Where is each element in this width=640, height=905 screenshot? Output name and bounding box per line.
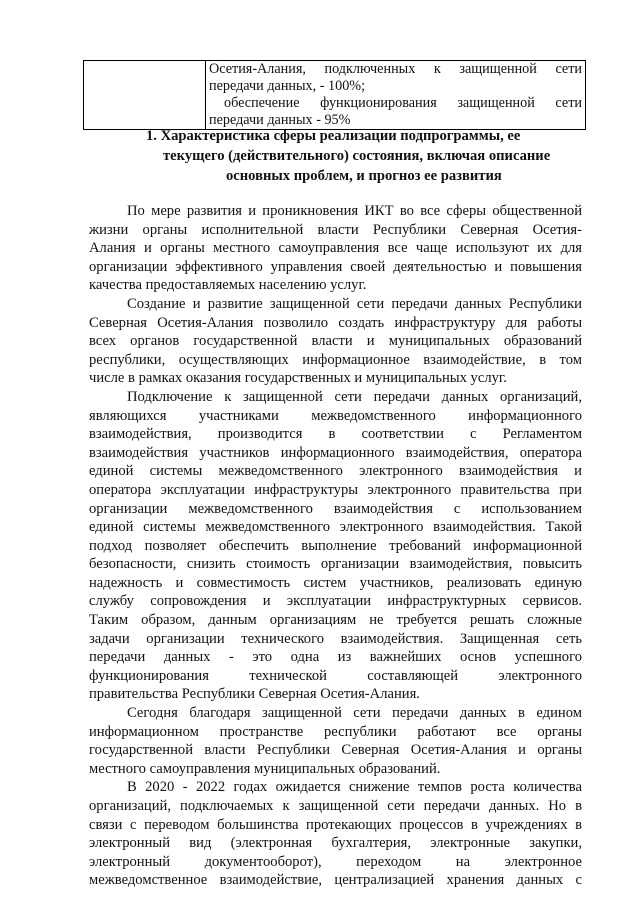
text-line: правительства Республики Северная Осетия-Алания.	[89, 686, 420, 703]
text-line: функционирования технической составляющей электронного	[89, 667, 582, 684]
text-line: единой системы межведомственного электронного взаимодействия. Такой	[89, 519, 582, 536]
text-line: безопасности, снизить стоимость организации взаимодействия, повысить	[89, 556, 582, 573]
table-empty-cell	[84, 61, 206, 130]
paragraph	[89, 388, 582, 704]
text-line: Сегодня благодаря защищенной сети передачи данных в едином	[127, 705, 582, 722]
goals-table-fragment	[83, 60, 586, 130]
text-line: службу сопровождения и эксплуатации инфраструктурных сервисов.	[89, 593, 582, 610]
table-row	[84, 61, 586, 130]
table-line: обеспечение функционирования защищенной сети	[224, 95, 582, 111]
text-line: жизни органы исполнительной власти Республики Северная Осетия-	[89, 221, 582, 238]
table-line: Осетия-Алания, подключенных к защищенной сети	[209, 61, 582, 77]
heading-line: основных проблем, и прогноз ее развития	[226, 168, 502, 184]
table-text-cell	[206, 61, 586, 130]
text-line: взаимодействия участников информационного взаимодействия, оператора	[89, 444, 582, 461]
text-line: связи с переводом большинства протекающих процессов в учреждениях в	[89, 816, 582, 833]
text-line: информационном пространстве республики работают все органы	[89, 723, 582, 740]
text-line: числе в рамках оказания государственных и муниципальных услуг.	[89, 370, 507, 387]
text-line: межведомственное взаимодействие, централизацией хранения данных с	[89, 872, 582, 889]
paragraph	[89, 202, 582, 295]
text-line: всех органов государственной власти и муниципальных образований	[89, 333, 582, 350]
table-line: передачи данных - 95%	[209, 112, 351, 128]
text-line: являющихся участниками межведомственного информационного	[89, 407, 582, 424]
text-line: Северная Осетия-Алания позволило создать инфраструктуру для работы	[89, 314, 582, 331]
section-heading	[120, 126, 560, 186]
text-line: передачи данных - это одна из важнейших основ успешного	[89, 649, 582, 666]
text-line: единой системы межведомственного электронного взаимодействия и	[89, 463, 582, 480]
text-line: Подключение к защищенной сети передачи данных организаций,	[127, 388, 582, 405]
paragraph	[89, 778, 582, 890]
text-line: государственной власти Республики Северная Осетия-Алания и органы	[89, 742, 582, 759]
paragraph	[89, 704, 582, 778]
text-line: В 2020 - 2022 годах ожидается снижение темпов роста количества	[127, 779, 582, 796]
text-line: подход позволяет обеспечить выполнение требований информационной	[89, 537, 582, 554]
text-line: организации межведомственного взаимодействия с использованием	[89, 500, 582, 517]
text-line: качества предоставляемых населению услуг.	[89, 277, 367, 294]
heading-line: текущего (действительного) состояния, включая описание	[163, 148, 551, 164]
heading-line: 1. Характеристика сферы реализации подпрограммы, ее	[146, 128, 521, 144]
text-line: местного самоуправления муниципальных образований.	[89, 760, 441, 777]
text-line: Алания и органы местного самоуправления все чаще используют их для	[89, 240, 582, 257]
text-line: электронный документооборот), переходом на электронное	[89, 853, 582, 870]
table-line: передачи данных, - 100%;	[209, 78, 366, 94]
text-line: электронный вид (электронная бухгалтерия, электронные закупки,	[89, 835, 582, 852]
text-line: организации эффективного управления своей деятельностью и повышения	[89, 258, 582, 275]
text-line: оператора эксплуатации инфраструктуры электронного правительства при	[89, 481, 582, 498]
text-line: надежность и совместимость систем участников, реализовать единую	[89, 574, 582, 591]
text-line: республики, осуществляющих информационное взаимодействие, в том	[89, 351, 582, 368]
text-line: взаимодействия, производится в соответствии с Регламентом	[89, 426, 582, 443]
text-line: задачи организации технического взаимодействия. Защищенная сеть	[89, 630, 582, 647]
text-line: организаций, подключаемых к защищенной сети передачи данных. Но в	[89, 798, 582, 814]
text-line: Создание и развитие защищенной сети передачи данных Республики	[127, 295, 582, 312]
body-text	[89, 202, 582, 890]
text-line: Таким образом, данным организациям не требуется решать сложные	[89, 612, 582, 629]
text-line: По мере развития и проникновения ИКТ во все сферы общественной	[127, 203, 582, 219]
paragraph	[89, 295, 582, 388]
